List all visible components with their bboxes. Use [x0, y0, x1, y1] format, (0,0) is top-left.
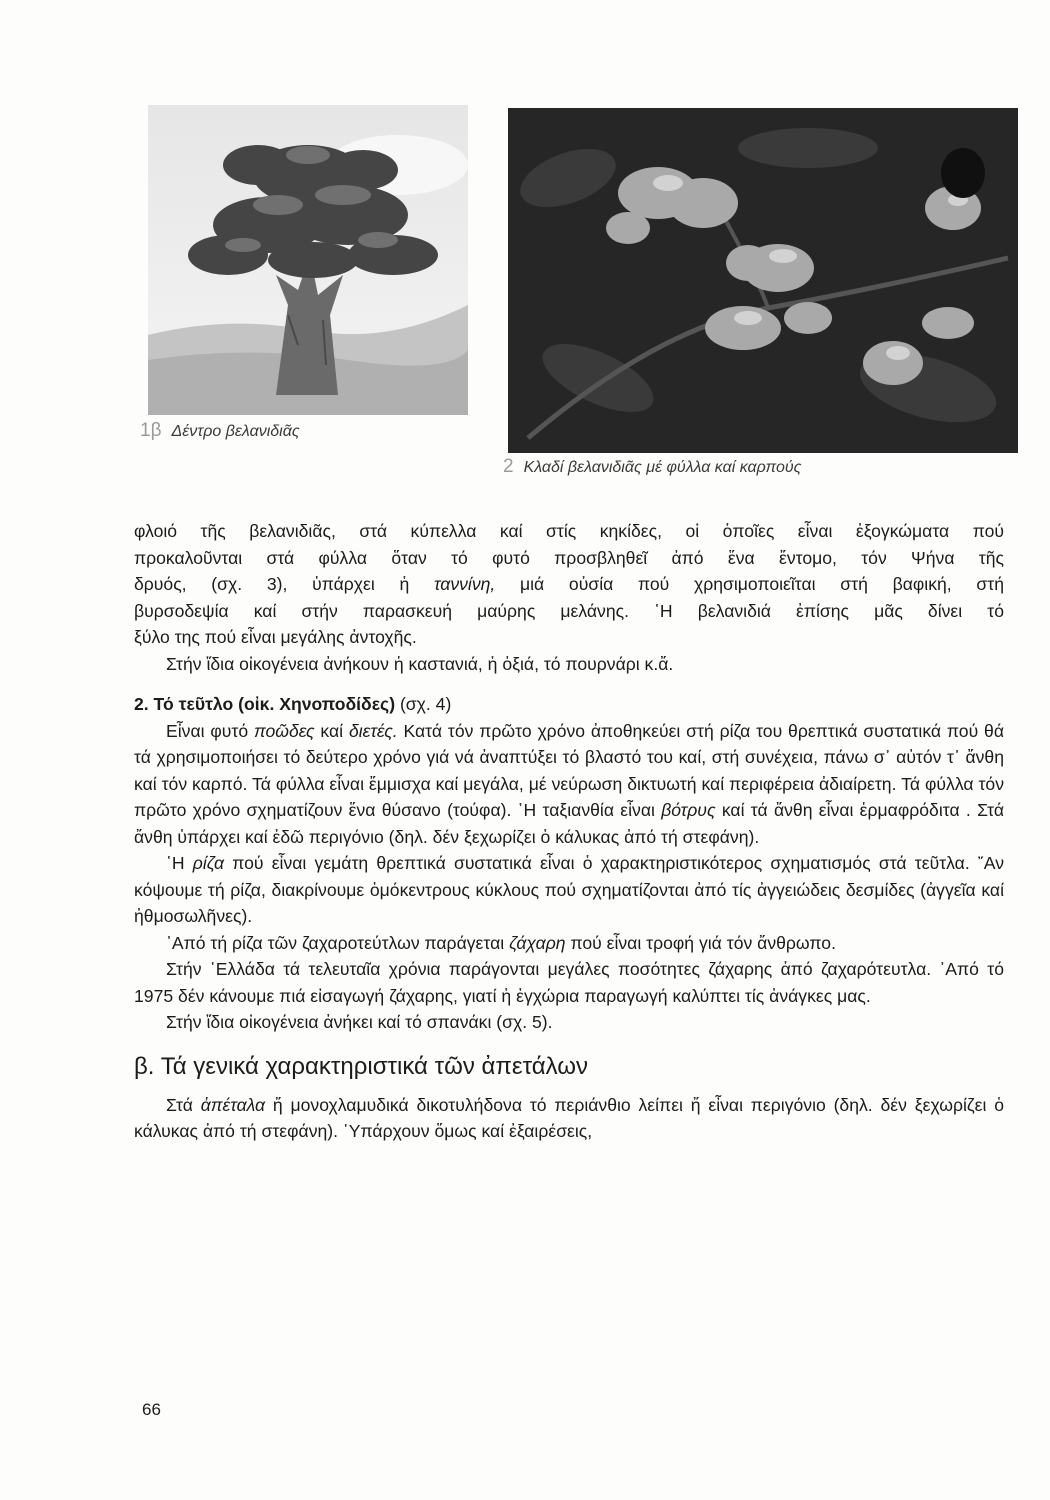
text-run: καί	[314, 720, 349, 741]
page-number: 66	[142, 1400, 161, 1419]
term-raceme: βότρυς	[661, 800, 716, 820]
section-title: 2. Τό τεῦτλο (οἰκ. Χηνοποδίδες)	[134, 694, 396, 714]
text-run: πού εἶναι τροφή γιά τόν ἄνθρωπο.	[565, 932, 836, 953]
paragraph-greece-production: Στήν ῾Ελλάδα τά τελευταῖα χρόνια παράγονται μεγάλες ποσότητες ζάχαρης ἀπό ζαχαρότευτλα. ᾿Από τό 1975 δέν κάνουμε πιά εἰσαγωγή ζάχαρης, γιατί ἡ ἐγχώρια παραγωγή καλύπτει τίς ἀνάγκες μας.	[134, 959, 1004, 1006]
paragraph-root	[134, 850, 1004, 930]
text-run: μιά οὐσία πού χρησιμοποιεῖται στή βαφική, στή	[495, 574, 1004, 594]
paragraph-apetalae	[134, 1092, 1004, 1145]
text-run: Στά	[166, 1094, 201, 1115]
figure-caption-text: Δέντρο βελανιδιᾶς	[171, 423, 300, 440]
paragraph-beet-description	[134, 718, 1004, 851]
term-sugar: ζάχαρη	[509, 932, 566, 953]
figure-number: 2	[503, 456, 514, 477]
paragraph-sugar	[134, 930, 1004, 957]
text-run: δρυός, (σχ. 3), ὑπάρχει ἡ	[134, 574, 434, 594]
text-run: καί τά ἄνθη εἶναι ἑρμαφρόδιτα . Στά ἄνθη ὑπάρχει καί ἐδῶ περιγόνιο (δηλ. δέν ξεχωρίζει ὁ κάλυκας ἀπό τή στεφάνη).	[134, 800, 1004, 847]
oak-branch-photo	[508, 108, 1018, 453]
figure-caption-2	[503, 456, 801, 478]
text-run: Κατά τόν πρῶτο χρόνο ἀποθηκεύει στή ρίζα του θρεπτικά συστατικά πού θά τά χρησιμοποιήσει τό δεύτερο χρόνο γιά νά ἀναπτύξει τό βλαστό του καί, στή συνέχεια, πάνω σ᾿ αὐτόν τ᾿ ἄνθη καί τόν καρπό. Τά φύλλα εἶναι ἔμμισχα καί μεγάλα, μέ νεύρωση δικτυωτή καί περιφέρεια ἀδιαίρετη. Τά φύλλα τόν πρῶτο χρόνο σχηματίζουν ἕνα θύσανο (τούφα). ῾Η ταξιανθία εἶναι	[134, 720, 1004, 820]
term-apetalae: ἀπέταλα	[200, 1094, 266, 1115]
oak-tree-drawing	[148, 105, 468, 415]
term-root: ρίζα	[192, 853, 225, 873]
paragraph-family: Στήν ἴδια οἰκογένεια ἀνήκουν ἡ καστανιά, ἡ ὀξιά, τό πουρνάρι κ.ἄ.	[166, 653, 674, 674]
figure-caption-1	[140, 420, 300, 442]
oak-branch-drawing	[508, 108, 1018, 453]
paragraph-tannin-line: ξύλο της πού εἶναι μεγάλης ἀντοχῆς.	[134, 627, 417, 647]
paragraph-tannin-line: προκαλοῦνται στά φύλλα ὅταν τό φυτό προσβληθεῖ ἀπό ἕνα ἔντομο, τόν Ψήνα τῆς	[134, 547, 1004, 568]
paragraph-tannin-line	[134, 571, 1004, 598]
figure-ref: (σχ. 4)	[399, 694, 452, 714]
text-run: Εἶναι φυτό	[166, 720, 254, 741]
text-run: ῾Η	[166, 853, 193, 873]
paragraph-spinach: Στήν ἴδια οἰκογένεια ἀνήκει καί τό σπανάκι (σχ. 5).	[166, 1012, 553, 1032]
text-run: ᾿Από τή ρίζα τῶν ζαχαροτεύτλων παράγεται	[166, 932, 510, 953]
figure-number: 1β	[140, 420, 162, 441]
figure-caption-text: Κλαδί βελανιδιᾶς μέ φύλλα καί καρπούς	[523, 459, 802, 476]
paragraph-tannin-line: φλοιό τῆς βελανιδιᾶς, στά κύπελλα καί στίς κηκίδες, οἱ ὁποῖες εἶναι ἐξογκώματα πού	[134, 521, 1004, 541]
text-run: ἤ μονοχλαμυδικά δικοτυλήδονα τό περιάνθιο λείπει ἤ εἶναι περιγόνιο (δηλ. δέν ξεχωρίζει ὁ κάλυκας ἀπό τή στεφάνη). ῾Υπάρχουν ὅμως καί ἐξαιρέσεις,	[134, 1094, 1004, 1141]
oak-tree-illustration	[148, 105, 468, 415]
paragraph-tannin-line: βυρσοδεψία καί στήν παρασκευή μαύρης μελάνης. ῾Η βελανιδιά ἐπίσης μᾶς δίνει τό	[134, 600, 1004, 621]
text-run: πού εἶναι γεμάτη θρεπτικά συστατικά εἶναι ὁ χαρακτηριστικότερος σχηματισμός στά τεῦτλα. ῎Αν κόψουμε τή ρίζα, διακρίνουμε ὁμόκεντρους κύκλους πού σχηματίζονται ἀπό τίς ἀγγειώδεις δεσμίδες (ἀγγεῖα καί ἠθμοσωλῆνες).	[134, 853, 1004, 926]
section-heading-apetalae: β. Τά γενικά χαρακτηριστικά τῶν ἀπετάλων	[134, 1052, 589, 1080]
term-biennial: διετές.	[348, 720, 398, 741]
section-heading-beet	[134, 691, 1004, 718]
term-tannin: ταννίνη,	[433, 574, 496, 594]
term-herbaceous: ποῶδες	[253, 720, 315, 741]
main-text	[134, 518, 1004, 1145]
